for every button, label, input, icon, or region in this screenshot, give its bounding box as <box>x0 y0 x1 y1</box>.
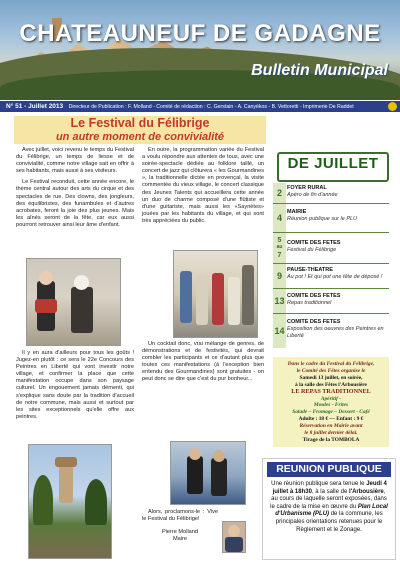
article-subtitle: un autre moment de convivialité <box>55 131 225 143</box>
article-column-1-bottom <box>16 350 134 425</box>
calendar-event <box>273 289 389 314</box>
reunion-publique-notice <box>262 458 396 560</box>
calendar-event <box>273 183 389 204</box>
photo-flute-guitar-duo <box>170 441 246 505</box>
calendar-event <box>273 314 389 348</box>
reunion-text-part: , à la salle de <box>311 488 349 495</box>
event-organizer: FOYER RURAL <box>287 185 327 191</box>
photo-mayor-portrait <box>222 521 246 553</box>
credits-line: Directeur de Publication : F. Molland - Comité de rédaction : C. Gerstain - A. Canyèkos - B. Vettoretti - Imprimerie De Raddet <box>68 104 354 110</box>
notice-line: à la salle des Fêtes l'Arbousière <box>295 381 367 388</box>
calendar-heading-label: DE JUILLET <box>287 155 379 172</box>
menu-line: Salade – Fromage – Dessert - Café <box>292 409 370 416</box>
issue-number: N° 51 - Juillet 2013 <box>6 103 64 110</box>
calendar-event <box>273 233 389 264</box>
reunion-venue: l'Arbousière <box>348 488 384 495</box>
paragraph: Un cocktail donc, vrai mélange de genres, de démonstrations et de festivités, qui devrait combler les participants et ce d'autant plus que toutes ces manifestations (à l'exception bien entendu des Gourmandines) sont gratuites - on peut donc se dire que c'est du pur bonheur... <box>142 341 264 383</box>
town-title: CHATEAUNEUF DE GADAGNE <box>19 20 381 47</box>
calendar-heading <box>277 152 387 182</box>
event-day-separator: au <box>276 244 283 251</box>
photo-costumed-dancers <box>173 250 258 338</box>
calendar-event <box>273 264 389 289</box>
reunion-text <box>269 481 389 534</box>
event-day: 4 <box>273 204 286 232</box>
article-column-1-top <box>16 147 134 233</box>
event-day: 9 <box>273 264 286 288</box>
event-day: 13 <box>273 289 286 313</box>
event-organizer: MAIRIE <box>287 209 307 215</box>
event-day-from: 5 <box>277 236 282 244</box>
municipal-logo-icon <box>388 102 397 111</box>
event-day: 2 <box>273 183 286 203</box>
repas-traditionnel-notice <box>273 357 389 447</box>
event-description: Festival du Félibrige <box>287 247 337 253</box>
publication-info-bar <box>0 101 400 112</box>
event-description: Réunion publique sur le PLU <box>287 216 358 222</box>
closing-text: Alors, proclamons-le : Vive le Festival du Félibrige! <box>142 509 218 523</box>
event-description: Au pot ! Et qui pot une tête de déposé ! <box>287 274 383 280</box>
event-description: Repas traditionnel <box>287 300 332 306</box>
calendar-event <box>273 204 389 233</box>
photo-musicians <box>26 258 121 346</box>
event-organizer: PAUSE-THEATRE <box>287 267 333 273</box>
event-day-range <box>273 233 286 263</box>
event-organizer: COMITE DES FETES <box>287 240 341 246</box>
paragraph: Il y en aura d'ailleurs pour tous les goûts ! Jugez-en plutôt : ce sera le 22e Concours des Peintres en Liberté qui vont investir notre village, et confirmer la place que cette manifestation occupe dans son paysage culturel. Un engouement jamais démenti, qui s'explique sans doute par la tradition d'accueil de notre commune, mais aussi et surtout par les sites exceptionnels qu'elle offre aux peintres. <box>16 350 134 420</box>
masthead-banner <box>0 0 400 100</box>
event-day: 14 <box>273 314 286 348</box>
reunion-date: Jeudi 4 juillet à 18h30 <box>272 481 387 495</box>
event-description: Apéro de fin d'année <box>287 192 338 198</box>
bulletin-subtitle: Bulletin Municipal <box>251 62 388 79</box>
menu-line: Apéritif - <box>320 395 342 402</box>
paragraph: Avec juillet, voici revenu le temps du Festival du Félibrige, un temps de liesse et de convivialité, comme notre village sait en offrir à ses habitants, mais aussi à ses visiteurs. <box>16 147 134 175</box>
signature-name: Pierre Molland <box>161 529 199 536</box>
menu-line: Moules - Frites <box>313 402 349 409</box>
article-title-box <box>14 116 266 144</box>
paragraph: Le Festival reconduit, cette année encore, le thème central autour des arts du cirque et des spectacles de rue. Des clowns, des jongleurs, des équilibristes, des funambules et d'autres acrobates, feront la joie des plus jeunes. Mais les aînés seront de la fête, car eux aussi pourront retrouver ainsi leur âme d'enfant. <box>16 179 134 228</box>
paragraph: En outre, la programmation variée du Festival a voulu répondre aux attentes de tous, avec une soirée-spectacle dédiée au folklore taillé, un concert de jazz qui clôturera « les Gourmandines », la traditionnelle dictée en provençal, la visite commentée du vieux village, le concert classique des Jeunes Talents qui accueillera cette année un duo de charme composé d'une flûtiste et d'une guitariste, mais aussi les «Saynètes» jouées par les habitants du village, et qui sont très appréciées du public. <box>142 147 264 224</box>
reunion-text-part: Une réunion publique sera tenue le <box>271 481 367 487</box>
reunion-plu: Plan Local d'Urbanisme (PLU) <box>275 503 388 518</box>
article-column-2-bottom <box>142 341 264 388</box>
notice-line: Samedi 13 juillet, en soirée, <box>299 374 363 381</box>
tombola-line: Tirage de la TOMBOLA <box>302 436 360 443</box>
event-description: Exposition des oeuvres des Peintres en Liberté <box>287 326 384 339</box>
prices-line: Adulte : 18 € — Enfant : 9 € <box>298 416 364 423</box>
reunion-heading: REUNION PUBLIQUE <box>267 462 391 477</box>
reunion-text-part: de la commune, les principales orientations retenues pour le Règlement et le Zonage. <box>275 511 383 533</box>
event-organizer: COMITE DES FETES <box>287 293 341 299</box>
event-day-to: 7 <box>277 251 282 259</box>
notice-line: Dans le cadre du Festival du Félibrige, <box>287 361 375 367</box>
article-title: Le Festival du Félibrige <box>70 116 210 130</box>
notice-line: le Comité des Fêtes organise le <box>296 367 366 374</box>
notice-headline: LE REPAS TRADITIONNEL <box>291 387 371 395</box>
event-organizer: COMITE DES FETES <box>287 319 341 325</box>
reservation-line: le 8 juillet dernier délai. <box>304 430 358 437</box>
photo-village-church <box>28 444 112 559</box>
signature-role: Maire <box>173 536 187 543</box>
reunion-text-part: , au cours de laquelle seront exposées, dans le cadre de la mise en œuvre du <box>270 488 387 510</box>
reservation-line: Réservation en Mairie avant <box>299 423 363 430</box>
article-column-2-top <box>142 147 264 229</box>
